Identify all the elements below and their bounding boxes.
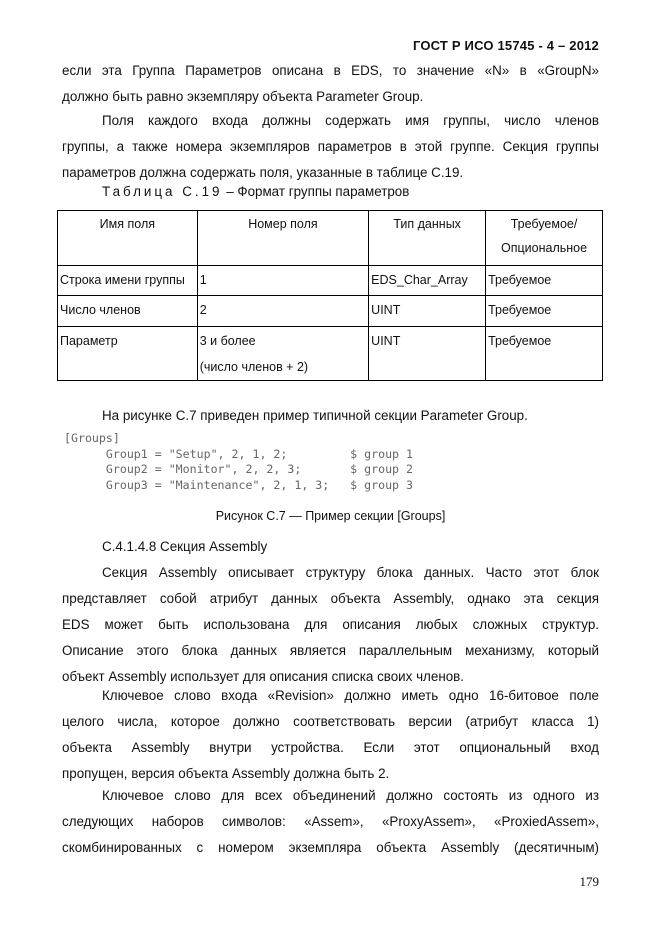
text-line: пропущен, версия объекта Assembly должна быть 2.	[62, 766, 390, 781]
table-caption-text: – Формат группы параметров	[222, 184, 410, 199]
text-line: EDS может быть использована для описания любых сложных структур.	[62, 617, 599, 632]
cell-line: 3 и более	[199, 334, 256, 348]
paragraph-keyword	[62, 783, 599, 861]
text-line: На рисунке C.7 приведен пример типичной секции Parameter Group.	[102, 408, 528, 423]
header-required-optional	[486, 211, 603, 266]
text-line: параметров должна содержать поля, указанные в таблице C.19.	[62, 165, 464, 180]
text-line: объекта Assembly внутри устройства. Если этот опциональный вход	[62, 740, 599, 755]
text-line: Ключевое слово входа «Revision» должно иметь одно 16-битовое поле	[102, 688, 599, 703]
parameter-group-format-table	[57, 210, 603, 381]
text-line: представляет собой атрибут данных объекта Assembly, однако эта секция	[62, 591, 599, 606]
document-header: ГОСТ Р ИСО 15745 - 4 – 2012	[412, 38, 599, 53]
text-line: Секция Assembly описывает структуру блока данных. Часто этот блок	[102, 565, 599, 580]
table-row	[58, 266, 603, 296]
header-field-number: Номер поля	[197, 211, 368, 266]
cell-field-name: Параметр	[58, 327, 198, 381]
paragraph-group-fields	[62, 108, 599, 186]
cell-data-type: UINT	[369, 327, 486, 381]
text-line: группы, а также номера экземпляров параметров в этой группе. Секция группы	[62, 139, 599, 154]
text-line: Ключевое слово для всех объединений должно состоять из одного из	[102, 788, 599, 803]
code-line: Group1 = "Setup", 2, 1, 2; $ group 1	[64, 446, 414, 461]
header-required-line: Требуемое/	[510, 217, 578, 231]
code-line: Group2 = "Monitor", 2, 2, 3; $ group 2	[64, 462, 414, 476]
section-heading	[62, 534, 599, 560]
table-caption	[102, 184, 409, 199]
cell-line: (число членов + 2)	[199, 360, 309, 374]
header-data-type: Тип данных	[369, 211, 486, 266]
code-example	[64, 431, 413, 493]
text-line: скомбинированных с номером экземпляра объекта Assembly (десятичным)	[62, 840, 599, 855]
cell-field-name: Число членов	[58, 296, 198, 327]
paragraph-figure-intro	[62, 403, 599, 429]
section-heading-text: C.4.1.4.8 Секция Assembly	[102, 539, 268, 554]
text-line: Поля каждого входа должны содержать имя группы, число членов	[102, 113, 599, 128]
table-caption-label: Таблица C.19	[102, 184, 223, 199]
paragraph-continuation	[62, 58, 599, 110]
cell-required: Требуемое	[486, 327, 603, 381]
cell-required: Требуемое	[486, 296, 603, 327]
text-line: Описание этого блока данных является параллельным механизму, который	[62, 643, 599, 658]
table-header-row	[58, 211, 603, 266]
paragraph-revision	[62, 683, 599, 787]
code-line: Group3 = "Maintenance", 2, 1, 3; $ group 3	[64, 477, 414, 492]
cell-field-number	[197, 327, 368, 381]
text-line: объект Assembly использует для описания списка своих членов.	[62, 669, 464, 684]
text-line: целого числа, которое должно соответствовать версии (атрибут класса 1)	[62, 714, 599, 729]
cell-field-number: 1	[197, 266, 368, 296]
page-number: 179	[579, 874, 599, 889]
cell-data-type: EDS_Char_Array	[369, 266, 486, 296]
code-line: [Groups]	[64, 431, 120, 445]
cell-field-name: Строка имени группы	[58, 266, 198, 296]
cell-data-type: UINT	[369, 296, 486, 327]
table-row	[58, 296, 603, 327]
header-field-name: Имя поля	[58, 211, 198, 266]
header-optional-line: Опциональное	[501, 241, 588, 255]
text-line: следующих наборов символов: «Assem», «ProxyAssem», «ProxiedAssem»,	[62, 814, 599, 829]
text-line: если эта Группа Параметров описана в EDS, то значение «N» в «GroupN»	[62, 63, 599, 78]
paragraph-assembly-description	[62, 560, 599, 690]
text-line: должно быть равно экземпляру объекта Parameter Group.	[62, 89, 424, 104]
cell-required: Требуемое	[486, 266, 603, 296]
table-row	[58, 327, 603, 381]
cell-field-number: 2	[197, 296, 368, 327]
figure-caption: Рисунок C.7 — Пример секции [Groups]	[215, 509, 446, 523]
